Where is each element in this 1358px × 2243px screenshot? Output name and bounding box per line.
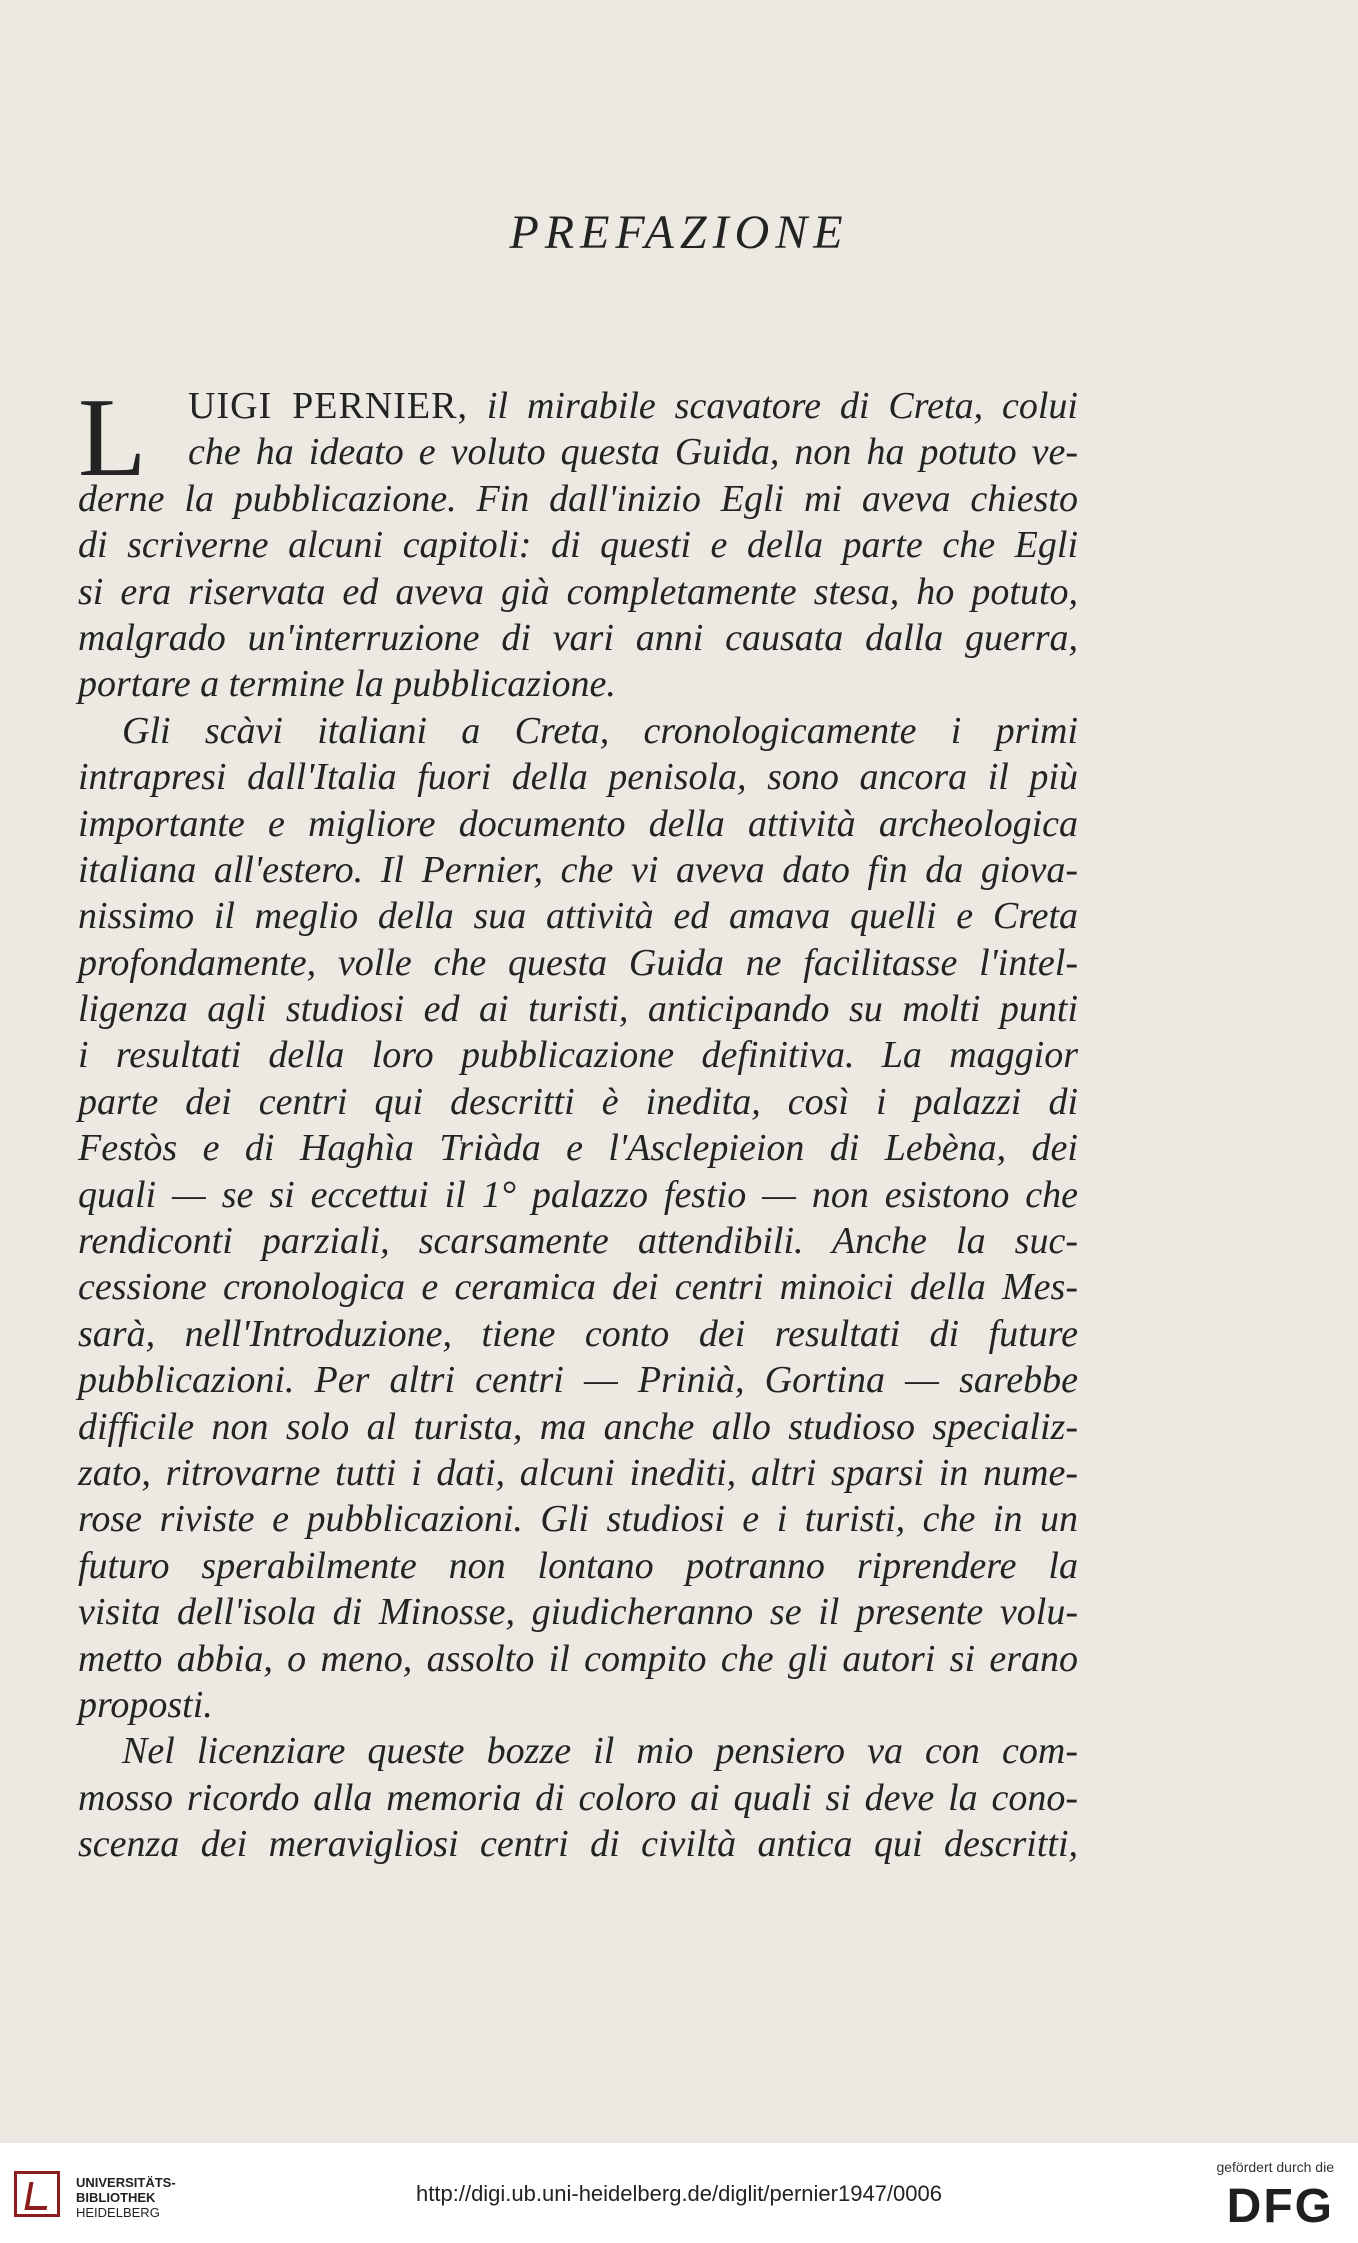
text-line-25: rose riviste e pubblicazioni. Gli studiosi e i turisti, che in un	[78, 1498, 1078, 1541]
text-line-17: Festòs e di Haghìa Triàda e l'Asclepieion di Lebèna, dei	[78, 1127, 1078, 1170]
text-line-18: quali — se si eccettui il 1° palazzo festio — non esistono che	[78, 1173, 1078, 1216]
viewer-footer	[0, 2143, 1358, 2243]
text-line-15: i resultati della loro pubblicazione definitiva. La maggior	[78, 1034, 1078, 1077]
text-line-16: parte dei centri qui descritti è inedita, così i palazzi di	[78, 1080, 1078, 1123]
text-line-28: metto abbia, o meno, assolto il compito che gli autori si erano	[78, 1637, 1078, 1680]
text-line-11: italiana all'estero. Il Pernier, che vi aveva dato fin da giova-	[78, 848, 1078, 891]
text-line-6: malgrado un'interruzione di vari anni causata dalla guerra,	[78, 616, 1078, 659]
text-line-7: portare a termine la pubblicazione.	[78, 663, 616, 706]
drop-cap: L	[78, 376, 147, 500]
text-line-24: zato, ritrovarne tutti i dati, alcuni inediti, altri sparsi in nume-	[78, 1451, 1078, 1494]
text-line-12: nissimo il meglio della sua attività ed amava quelli e Creta	[78, 895, 1078, 938]
dfg-logo: DFG	[1226, 2180, 1334, 2233]
text-line-19: rendiconti parziali, scarsamente attendibili. Anche la suc-	[78, 1220, 1078, 1263]
text-line-22: pubblicazioni. Per altri centri — Prinià, Gortina — sarebbe	[78, 1359, 1078, 1402]
text-line-20: cessione cronologica e ceramica dei centri minoici della Mes-	[78, 1266, 1078, 1309]
text-line-5: si era riservata ed aveva già completamente stesa, ho potuto,	[78, 570, 1078, 613]
text-line-3: derne la pubblicazione. Fin dall'inizio Egli mi aveva chiesto	[78, 477, 1078, 520]
text-line-32: scenza dei meravigliosi centri di civiltà antica qui descritti,	[78, 1823, 1078, 1866]
author-name: UIGI PERNIER,	[188, 385, 468, 427]
text-line-8: Gli scàvi italiani a Creta, cronologicamente i primi	[122, 709, 1078, 752]
text-line-9: intrapresi dall'Italia fuori della penisola, sono ancora il più	[78, 756, 1078, 799]
text-line-31: mosso ricordo alla memoria di coloro ai quali si deve la cono-	[78, 1776, 1078, 1819]
text-line-1: UIGI PERNIER, il mirabile scavatore di Creta, colui	[188, 385, 1078, 427]
text-line-13: profondamente, volle che questa Guida ne facilitasse l'intel-	[78, 941, 1078, 984]
text-line-29: proposti.	[78, 1683, 213, 1726]
page-url-link[interactable]: http://digi.ub.uni-heidelberg.de/diglit/pernier1947/0006	[416, 2181, 942, 2206]
body-text	[78, 376, 1078, 1868]
text-line-23: difficile non solo al turista, ma anche allo studioso specializ-	[78, 1405, 1078, 1448]
text-line-2: che ha ideato e voluto questa Guida, non ha potuto ve-	[188, 431, 1078, 474]
text-line-27: visita dell'isola di Minosse, giudicheranno se il presente volu-	[78, 1591, 1078, 1634]
page-title: PREFAZIONE	[509, 206, 849, 259]
dfg-caption: gefördert durch die	[1216, 2159, 1334, 2175]
text-line-30: Nel licenziare queste bozze il mio pensiero va con com-	[122, 1730, 1078, 1773]
library-name: UNIVERSITÄTS- BIBLIOTHEK HEIDELBERG	[76, 2175, 176, 2220]
text-line-21: sarà, nell'Introduzione, tiene conto dei resultati di future	[78, 1312, 1078, 1355]
text-line-14: ligenza agli studiosi ed ai turisti, anticipando su molti punti	[78, 988, 1078, 1031]
text-line-10: importante e migliore documento della attività archeologica	[78, 802, 1078, 845]
text-line-26: futuro sperabilmente non lontano potranno riprendere la	[78, 1544, 1078, 1587]
text-line-4: di scriverne alcuni capitoli: di questi e della parte che Egli	[78, 524, 1078, 567]
